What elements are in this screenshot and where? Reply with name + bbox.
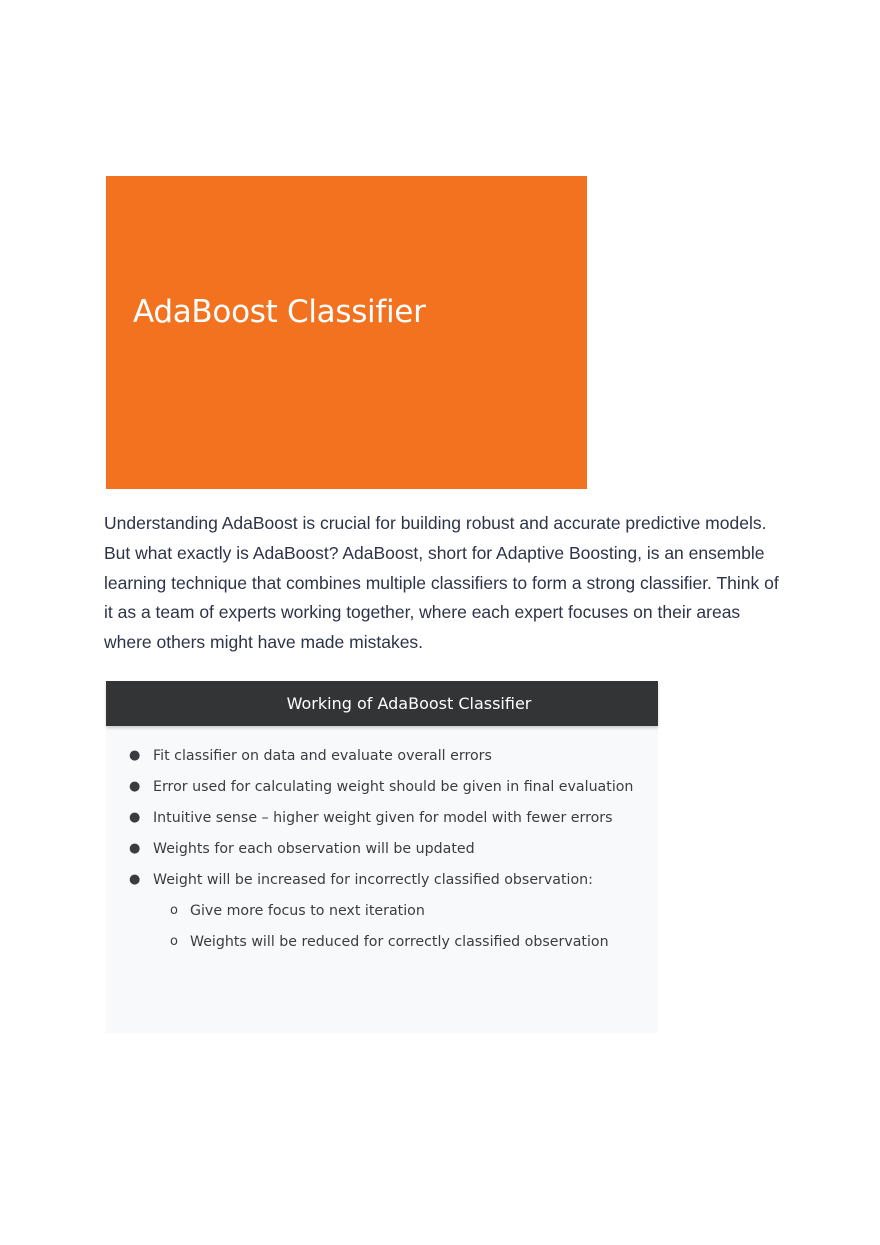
list-item-text: Weights for each observation will be updated [153,841,475,857]
panel-header [106,681,658,726]
bullet-dot-icon: ● [129,872,141,887]
list-item-text: Weight will be increased for incorrectly classified observation: [153,872,593,888]
list-item [106,748,658,779]
sub-list-item [106,903,658,934]
list-item-text: Intuitive sense – higher weight given for model with fewer errors [153,810,613,826]
bullet-list [106,748,658,965]
bullet-dot-icon: ● [129,779,141,794]
bullet-circle-icon: o [170,934,178,949]
list-item [106,841,658,872]
working-panel [106,681,658,1033]
sub-list-item [106,934,658,965]
sub-list-item-text: Weights will be reduced for correctly classified observation [190,934,609,950]
sub-list-item-text: Give more focus to next iteration [190,903,425,919]
slide-title: AdaBoost Classifier [133,294,426,330]
intro-paragraph: Understanding AdaBoost is crucial for building robust and accurate predictive models. But what exactly is AdaBoost? AdaBoost, short for Adaptive Boosting, is an ensemble learning technique that combines multiple classifiers to form a strong classifier. Think of it as a team of experts working together, where each expert focuses on their areas where others might have made mistakes. [104,513,779,653]
list-item-text: Error used for calculating weight should be given in final evaluation [153,779,634,795]
bullet-dot-icon: ● [129,748,141,763]
list-item [106,872,658,903]
list-item-text: Fit classifier on data and evaluate overall errors [153,748,492,764]
panel-title: Working of AdaBoost Classifier [286,694,532,713]
list-item [106,779,658,810]
list-item [106,810,658,841]
title-slide [106,176,587,489]
bullet-dot-icon: ● [129,841,141,856]
bullet-dot-icon: ● [129,810,141,825]
bullet-circle-icon: o [170,903,178,918]
